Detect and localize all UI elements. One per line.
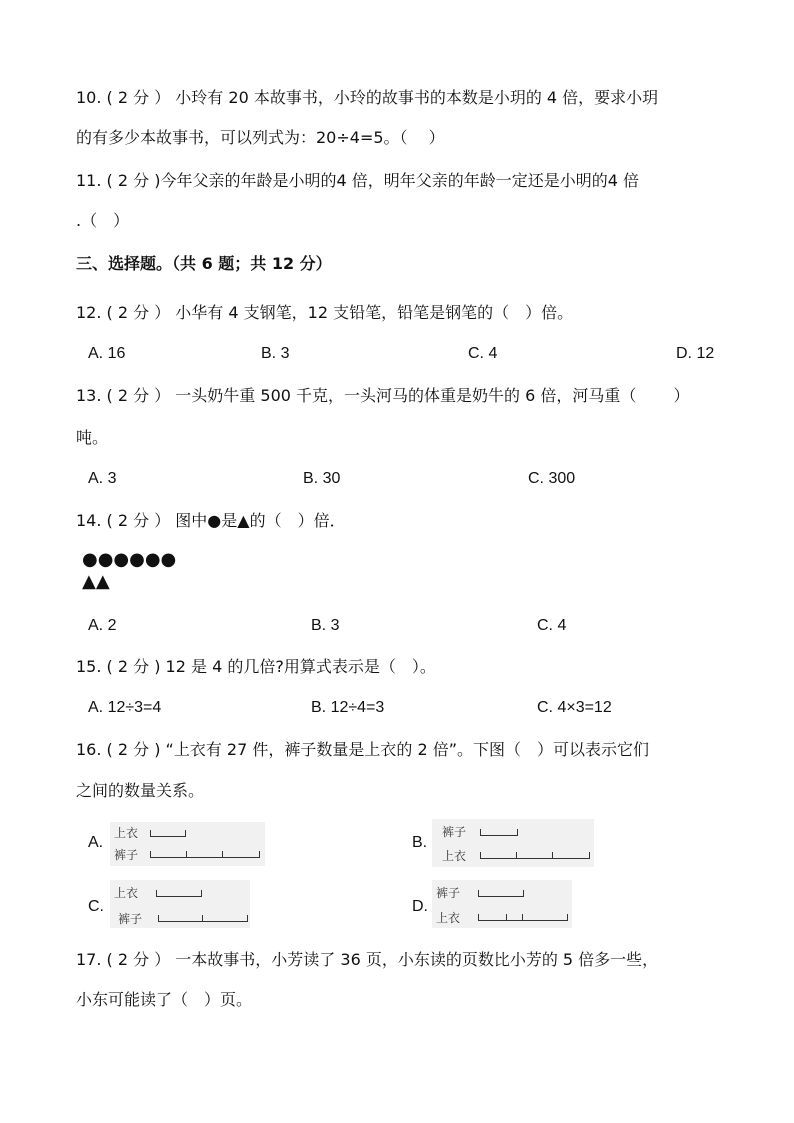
triangles-row: ▲▲ <box>82 571 110 592</box>
q10-line1: 10. ( 2 分 ） 小玲有 20 本故事书，小玲的故事书的本数是小玥的 4 倍，要求小玥 <box>76 88 659 107</box>
q16-line1: 16. ( 2 分 ) “上衣有 27 件，裤子数量是上衣的 2 倍”。下图（ ）可以表示它们 <box>76 740 650 759</box>
q15-stem: 15. ( 2 分 ) 12 是 4 的几倍?用算式表示是（ ）。 <box>76 657 436 676</box>
diagram-label-top: 裤子 <box>436 886 461 900</box>
diagram-tick <box>202 915 203 921</box>
q16-option-a-diagram[interactable] <box>110 822 265 866</box>
diagram-label-bottom: 裤子 <box>114 848 139 862</box>
diagram-tick <box>522 914 523 920</box>
diagram-label-top: 上衣 <box>114 886 139 900</box>
diagram-bar-top <box>480 829 518 836</box>
q13-option-c[interactable]: C. 300 <box>528 470 576 487</box>
q13-option-b[interactable]: B. 30 <box>303 470 341 487</box>
q15-option-b[interactable]: B. 12÷4=3 <box>311 699 385 716</box>
q16-option-d-diagram[interactable] <box>432 880 572 928</box>
diagram-label-bottom: 上衣 <box>436 911 461 925</box>
diagram-bar-bottom <box>478 914 568 921</box>
q17-line2: 小东可能读了（ ）页。 <box>76 990 253 1009</box>
diagram-tick <box>516 852 517 858</box>
q15-option-c[interactable]: C. 4×3=12 <box>537 699 612 716</box>
q13-option-a[interactable]: A. 3 <box>88 470 117 487</box>
q12-option-d[interactable]: D. 12 <box>676 345 715 362</box>
diagram-bar-bottom <box>150 851 260 858</box>
q16-option-a-letter[interactable]: A. <box>88 834 104 851</box>
q16-option-c-diagram[interactable] <box>110 880 250 928</box>
diagram-label-bottom: 裤子 <box>118 912 143 926</box>
q17-line1: 17. ( 2 分 ） 一本故事书，小芳读了 36 页，小东读的页数比小芳的 5 倍多一些， <box>76 950 659 969</box>
q14-stem: 14. ( 2 分 ） 图中●是▲的（ ）倍． <box>76 511 346 530</box>
circles-row: ●●●●●● <box>82 549 177 570</box>
q14-option-c[interactable]: C. 4 <box>537 617 567 634</box>
q14-option-a[interactable]: A. 2 <box>88 617 117 634</box>
q16-option-b-diagram[interactable] <box>432 819 594 867</box>
diagram-bar-bottom <box>158 915 248 922</box>
diagram-tick <box>222 851 223 857</box>
q12-stem: 12. ( 2 分 ） 小华有 4 支钢笔，12 支铅笔，铅笔是钢笔的（ ）倍。 <box>76 303 574 322</box>
q10-line2: 的有多少本故事书，可以列式为：20÷4=5。（ ） <box>76 128 445 147</box>
q12-option-a[interactable]: A. 16 <box>88 345 126 362</box>
diagram-bar-bottom <box>480 852 590 859</box>
q11-line1: 11. ( 2 分 )今年父亲的年龄是小明的4 倍，明年父亲的年龄一定还是小明的4 倍 <box>76 171 639 190</box>
q14-option-b[interactable]: B. 3 <box>311 617 340 634</box>
q12-option-c[interactable]: C. 4 <box>468 345 498 362</box>
q13-line1: 13. ( 2 分 ） 一头奶牛重 500 千克，一头河马的体重是奶牛的 6 倍，河马重（ ） <box>76 386 690 405</box>
q16-option-b-letter[interactable]: B. <box>412 834 428 851</box>
diagram-bar-top <box>156 890 202 897</box>
q16-option-d-letter[interactable]: D. <box>412 898 428 915</box>
q12-option-b[interactable]: B. 3 <box>261 345 290 362</box>
q13-line2: 吨。 <box>76 428 109 447</box>
q15-option-a[interactable]: A. 12÷3=4 <box>88 699 162 716</box>
diagram-bar-top <box>150 830 186 837</box>
diagram-tick <box>552 852 553 858</box>
diagram-label-top: 裤子 <box>442 825 467 839</box>
diagram-bar-top <box>478 890 524 897</box>
q11-line2: .（ ） <box>76 211 130 230</box>
diagram-tick <box>186 851 187 857</box>
diagram-tick <box>506 914 507 920</box>
q16-line2: 之间的数量关系。 <box>76 781 205 800</box>
q16-option-c-letter[interactable]: C. <box>88 898 104 915</box>
section-heading: 三、选择题。（共 6 题；共 12 分） <box>76 254 332 273</box>
diagram-label-top: 上衣 <box>114 826 139 840</box>
diagram-label-bottom: 上衣 <box>442 849 467 863</box>
